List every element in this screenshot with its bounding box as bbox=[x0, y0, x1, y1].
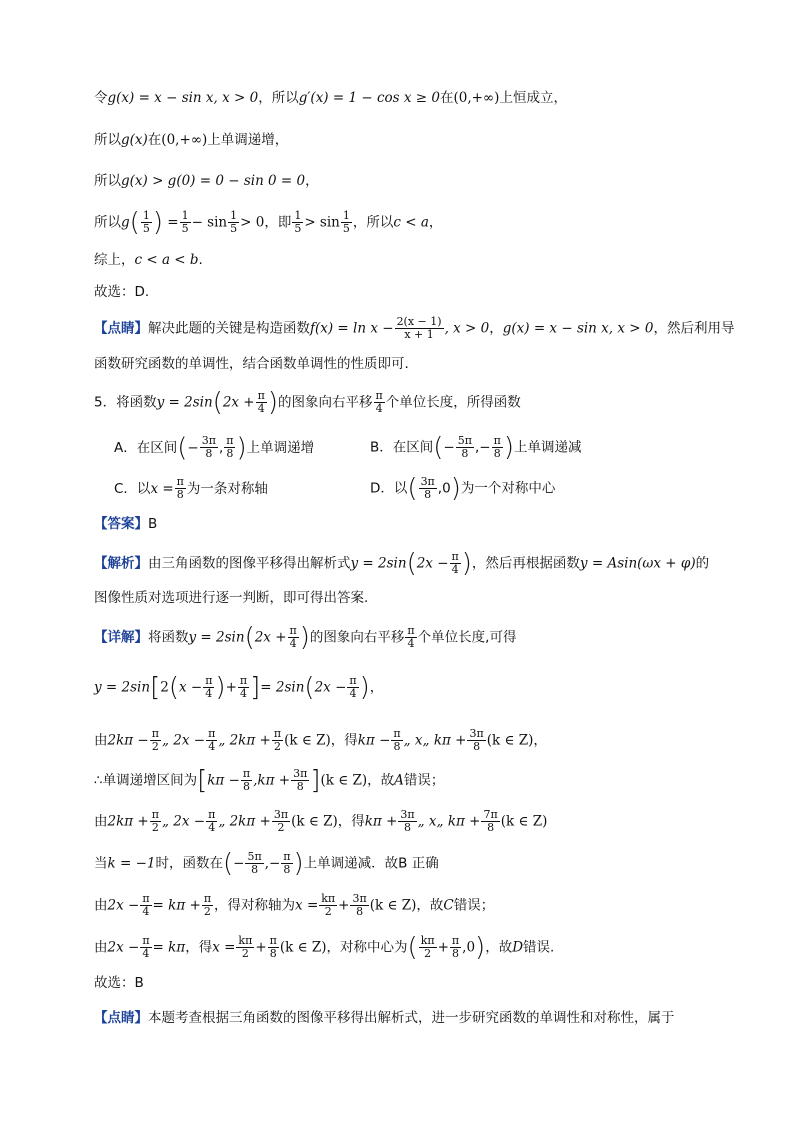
answer-value: B bbox=[148, 516, 158, 532]
detail-line-1: 【详解】将函数y = 2sin(2x + $\frac{\pi}{4}$ )的图象向右平移 $\frac{\pi}{4}$ 个单位长度,可得 bbox=[94, 622, 517, 653]
text: 5．将函数 bbox=[94, 394, 157, 411]
analysis-line-2: 图像性质对选项进行逐一判断，即可得出答案. bbox=[94, 590, 369, 606]
math: > 0 bbox=[240, 214, 265, 231]
text: ，所以 bbox=[352, 214, 394, 231]
text-line-1 bbox=[94, 88, 734, 108]
options-row-2 bbox=[114, 473, 734, 504]
math: 2x + bbox=[222, 394, 255, 411]
analysis-line-1: 【解析】由三角函数的图像平移得出解析式y = 2sin(2x − $\frac{\pi}{4}$ )，然后再根据函数y = Asin(ωx + φ)的 bbox=[94, 548, 710, 579]
fraction: $\frac{1}{5}$ bbox=[142, 209, 150, 235]
answer-tag: 【答案】 bbox=[94, 516, 148, 532]
equation-7: 由2x − $\frac{\pi}{4}$ = kπ，得x = $\frac{k\pi}{2}$ + $\frac{\pi}{8}$ (k ∈ Z)，对称中心为( $\frac{k\pi}{2}$ + $\frac{\pi}{8}$ ,0)，故D错误. bbox=[94, 932, 555, 963]
tip-tag: 【点睛】 bbox=[94, 1010, 148, 1026]
text: ，所以 bbox=[258, 90, 299, 106]
math: g(x) = x − sin x, x > 0 bbox=[107, 90, 259, 106]
analysis-tag: 【解析】 bbox=[94, 555, 148, 572]
tip-line: 【点睛】本题考查根据三角函数的图像平移得出解析式，进一步研究函数的单调性和对称性，属于 bbox=[94, 1010, 675, 1026]
text-line-4 bbox=[94, 207, 734, 238]
math: = bbox=[167, 214, 179, 231]
text: ， bbox=[489, 320, 503, 337]
equation-4: 由2kπ + $\frac{\pi}{2}$ „ 2x − $\frac{\pi}{4}$ „ 2kπ + $\frac{3\pi}{2}$ (k ∈ Z)，得kπ + $\frac{3\pi}{8}$ „ x„ kπ + $\frac{7\pi}{8}$ (k ∈ Z) bbox=[94, 808, 548, 834]
question-5: 5．将函数y = 2sin(2x + $\frac{\pi}{4}$ )的图象向右平移 $\frac{\pi}{4}$ 个单位长度，所得函数 bbox=[94, 387, 521, 418]
text: 在 bbox=[439, 90, 454, 106]
math: g(x) > g(0) = 0 − sin 0 = 0 bbox=[121, 173, 306, 189]
fraction: $\frac{1}{5}$ bbox=[294, 209, 302, 235]
text-line-2 bbox=[94, 130, 734, 150]
text: 的图象向右平移 bbox=[278, 394, 373, 411]
tip-tag: 【点睛】 bbox=[94, 320, 148, 337]
fraction: $\frac{1}{5}$ bbox=[342, 209, 350, 235]
text: 所以 bbox=[94, 132, 121, 148]
equation-5: 当k = −1时，函数在(− $\frac{5\pi}{8}$ ,− $\frac{\pi}{8}$ )上单调递减．故B 正确 bbox=[94, 848, 439, 879]
math: > sin bbox=[304, 214, 340, 231]
answer-line bbox=[94, 514, 734, 534]
fraction: $\frac{1}{5}$ bbox=[181, 209, 189, 235]
math: g bbox=[121, 214, 130, 231]
text: 所以 bbox=[94, 214, 121, 231]
text: 个单位长度，所得函数 bbox=[385, 394, 521, 411]
math: (0,+∞) bbox=[161, 132, 208, 148]
detail-tag: 【详解】 bbox=[94, 629, 148, 646]
equation-3: ∴单调递增区间为[kπ − $\frac{\pi}{8}$ ,kπ + $\frac{3\pi}{8}$ ](k ∈ Z)，故A错误； bbox=[94, 765, 445, 796]
math: g(x) bbox=[121, 132, 148, 148]
math: c < a bbox=[393, 214, 429, 231]
math: g(x) = x − sin x, x > 0 bbox=[502, 320, 654, 337]
option-b: B．在区间(− $\frac{5\pi}{8}$ ,− $\frac{\pi}{8}$ )上单调递减 bbox=[370, 432, 582, 463]
text-line-5 bbox=[94, 250, 734, 270]
options-row-1 bbox=[114, 432, 734, 463]
math: (0,+∞) bbox=[453, 90, 500, 106]
paren: ) bbox=[152, 207, 163, 238]
equation-2: 由2kπ − $\frac{\pi}{2}$ „ 2x − $\frac{\pi}{4}$ „ 2kπ + $\frac{\pi}{2}$ (k ∈ Z)，得kπ − $\frac{\pi}{8}$ „ x„ kπ + $\frac{3\pi}{8}$ (k ∈ Z)， bbox=[94, 727, 547, 753]
text: 综上， bbox=[94, 252, 135, 268]
text: 在 bbox=[147, 132, 162, 148]
paren: ( bbox=[129, 207, 140, 238]
text: 所以 bbox=[94, 173, 121, 189]
option-c: C．以x = $\frac{\pi}{8}$ 为一条对称轴 bbox=[114, 475, 268, 501]
option-a: A．在区间(− $\frac{3\pi}{8}$ , $\frac{\pi}{8}$ )上单调递增 bbox=[114, 432, 315, 463]
fraction: $\frac{\pi}{4}$ bbox=[257, 389, 265, 415]
math: y = 2sin bbox=[156, 394, 213, 411]
text: 令 bbox=[94, 90, 108, 106]
math: − sin bbox=[191, 214, 228, 231]
math: , x > 0 bbox=[444, 320, 490, 337]
text: ， bbox=[428, 214, 443, 231]
fraction: $\frac{1}{5}$ bbox=[230, 209, 238, 235]
equation-6: 由2x − $\frac{\pi}{4}$ = kπ + $\frac{\pi}{2}$ ，得对称轴为x = $\frac{k\pi}{2}$ + $\frac{3\pi}{8}$ (k ∈ Z)，故C错误； bbox=[94, 892, 495, 918]
text: ， bbox=[305, 173, 319, 189]
text-line-7 bbox=[94, 316, 734, 341]
equation-1: y = 2sin[2(x − $\frac{\pi}{4}$ )+ $\frac{\pi}{4}$ ]= 2sin(2x − $\frac{\pi}{4}$ )， bbox=[94, 672, 384, 703]
fraction: $\frac{\pi}{4}$ bbox=[375, 389, 383, 415]
text: 解决此题的关键是构造函数 bbox=[148, 320, 310, 337]
choose-line: 故选：B bbox=[94, 975, 144, 991]
text-line-3 bbox=[94, 171, 734, 191]
math: g′(x) = 1 − cos x ≥ 0 bbox=[298, 90, 440, 106]
text: ，然后利用导 bbox=[653, 320, 735, 337]
math: c < a < b bbox=[134, 252, 199, 268]
fraction: $\frac{2(x - 1)}{x + 1}$ bbox=[396, 315, 442, 341]
text: ，即 bbox=[264, 214, 292, 231]
text: 上单调递增， bbox=[207, 132, 289, 148]
text: 上恒成立， bbox=[499, 90, 567, 106]
text-line-8: 函数研究函数的单调性，结合函数单调性的性质即可. bbox=[94, 356, 409, 372]
math: f(x) = ln x − bbox=[310, 320, 394, 337]
text-line-6: 故选：D. bbox=[94, 284, 150, 300]
option-d: D．以( $\frac{3\pi}{8}$ ,0)为一个对称中心 bbox=[370, 473, 556, 504]
text: . bbox=[198, 252, 203, 268]
